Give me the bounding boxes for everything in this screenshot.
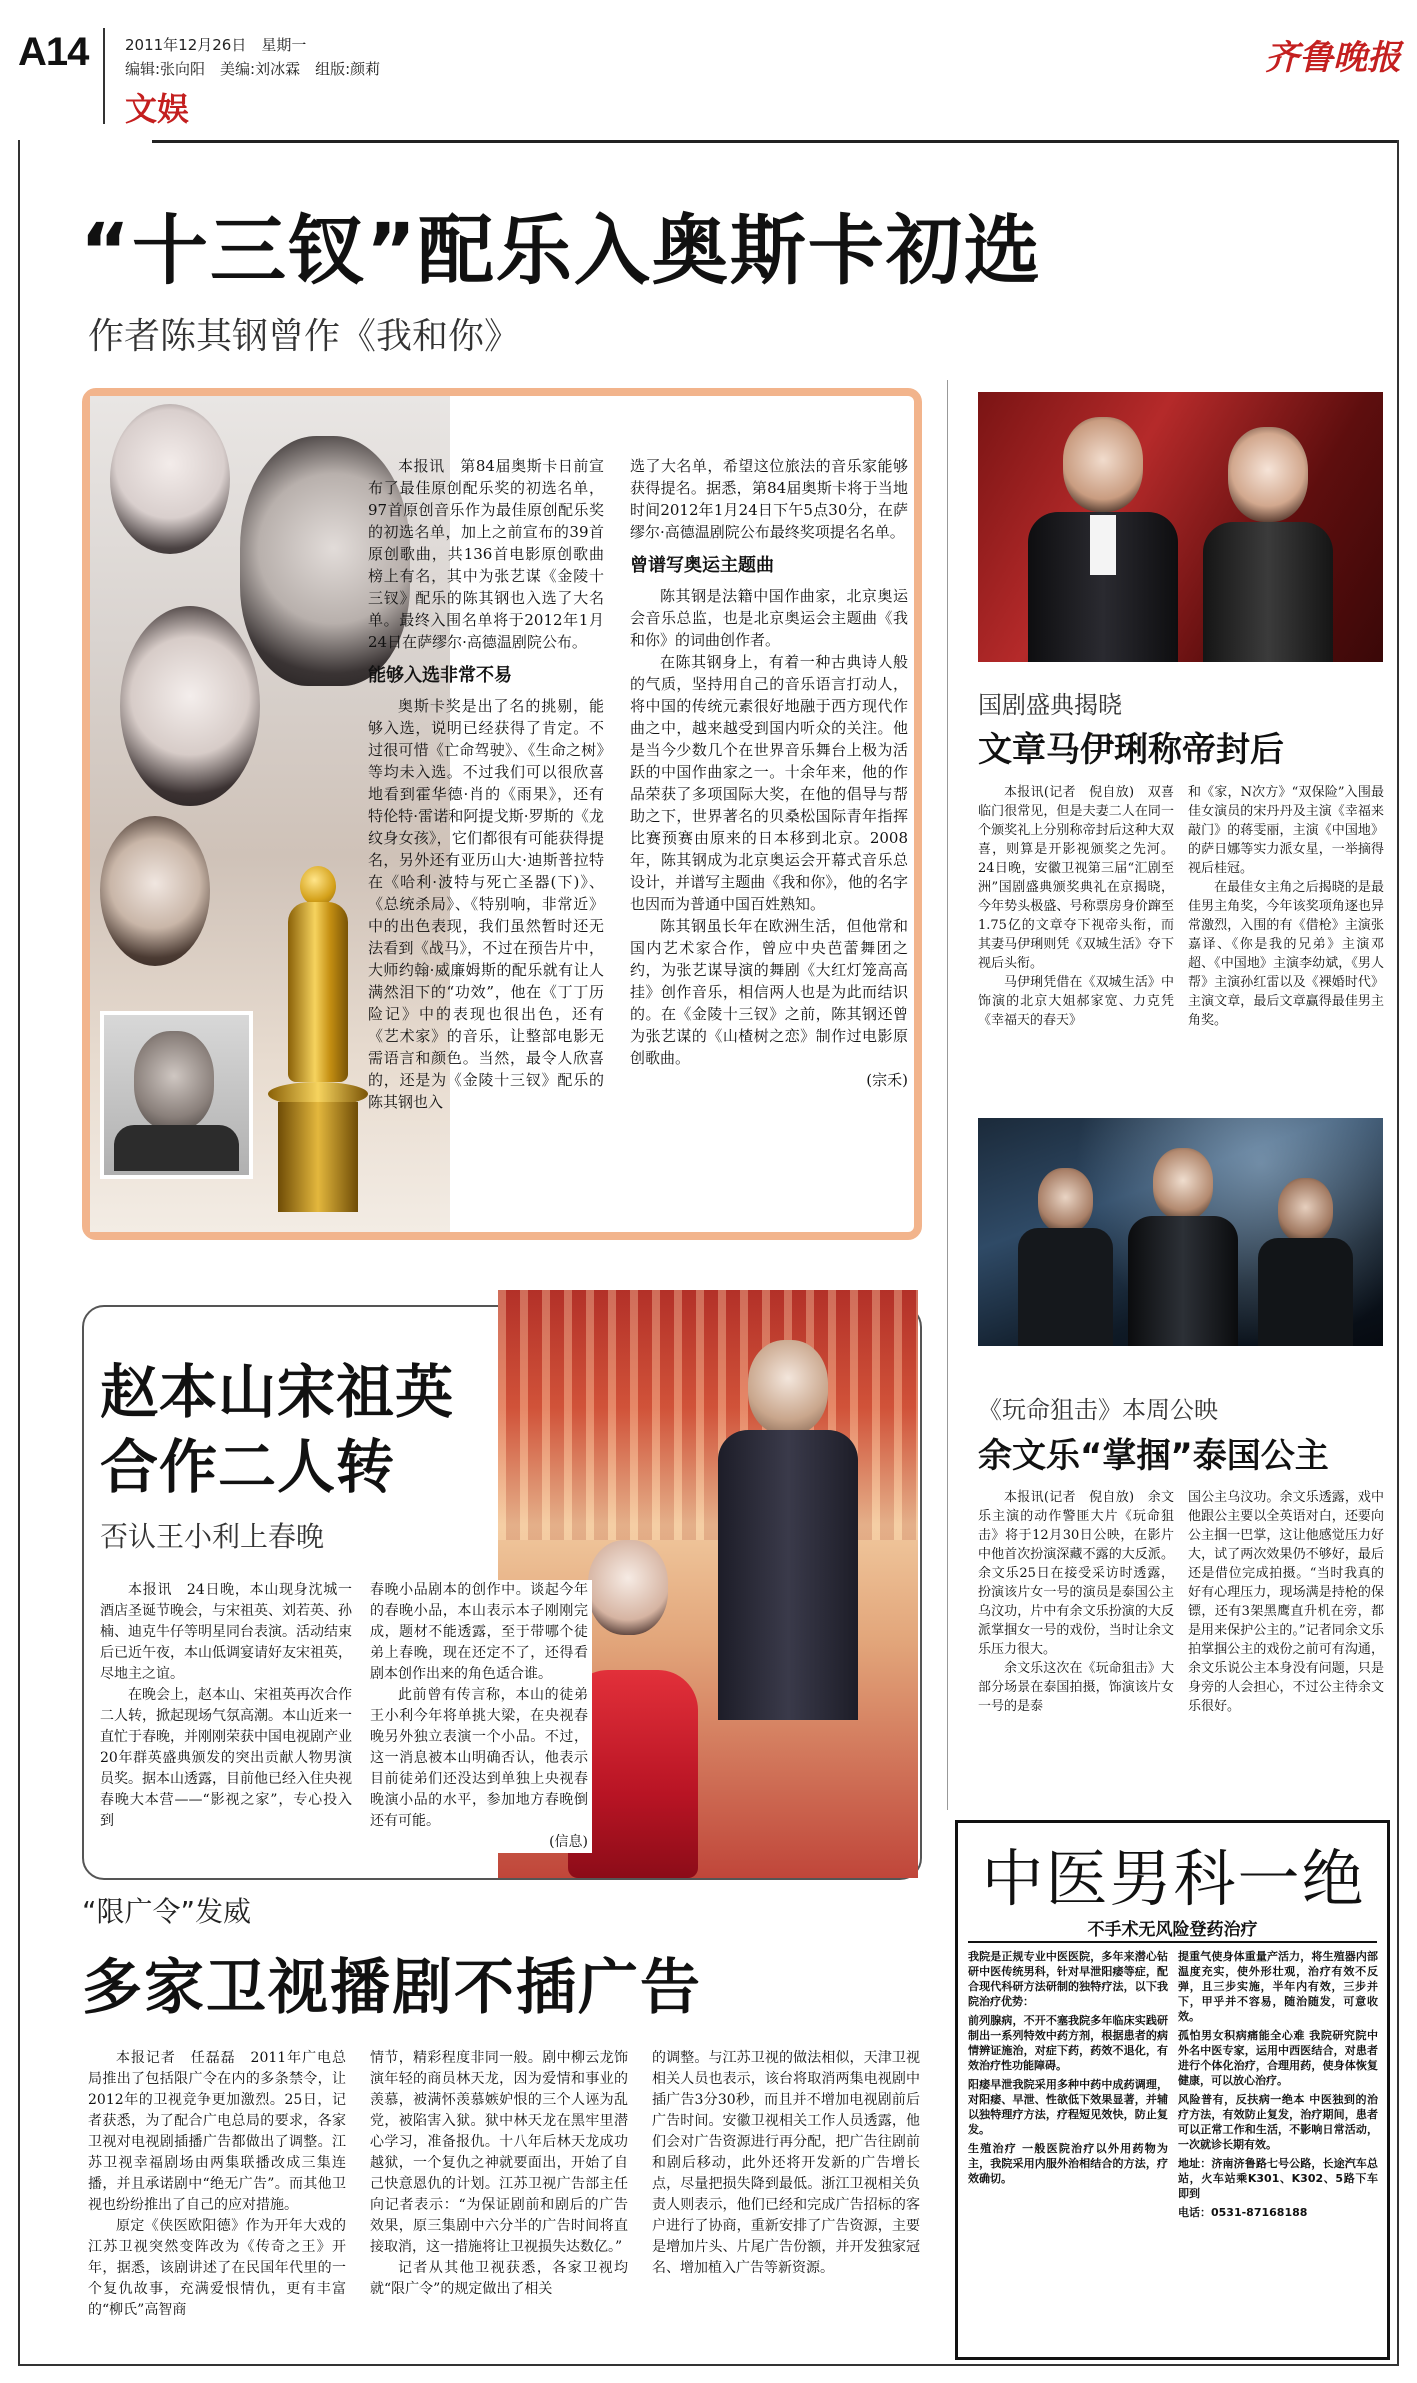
right1-col2-p2: 在最佳女主角之后揭晓的是最佳男主角奖，今年该奖项角逐也异常激烈，入围的有《借枪》主演张嘉译、《你是我的兄弟》主演邓超、《中国地》主演李幼斌，《男人帮》主演孙红雷以及《裸婚时代》主演文章，最后文章赢得最佳男主角奖。 — [1188, 880, 1384, 1028]
lead-col1-body: 奥斯卡奖是出了名的挑剔，能够入选，说明已经获得了肯定。不过很可惜《亡命驾驶》、《生命之树》等均未入选。不过我们可以很欣喜地看到霍华德·肖的《雨果》，还有特伦特·雷诺和阿提戈斯·罗斯的《龙纹身女孩》，它们都很有可能获得提名，另外还有亚历山大·迪斯普拉特在《哈利·波特与死亡圣器(下)》、《总统杀局》、《特别响，非常近》中的出色表现，我们虽然暂时还无法看到《战马》，不过在预告片中，大师约翰·威廉姆斯的配乐就有让人满然泪下的“功效”，他在《丁丁历险记》中的表现也很出色，还有《艺术家》的音乐，让整部电影无需语言和颜色。当然，最令人欣喜的，还是为《金陵十三钗》配乐的陈其钢也入 — [368, 697, 604, 1111]
ad-phone: 电话：0531-87168188 — [1178, 2206, 1308, 2219]
story2-subheadline: 否认王小利上春晚 — [100, 1520, 325, 1553]
story3-column-1 — [88, 2048, 346, 2321]
story3-col2-p1: 情节，精彩程度非同一般。剧中柳云龙饰演年轻的商员林天龙，因为爱情和事业的羡慕，被满怀羡慕嫉妒恨的三个人诬为乱党，被陷害入狱。狱中林天龙在黑牢里潜心学习，准备报仇。十八年后林天龙成功越狱，一个复仇之神就要面出，开始了自己快意恩仇的计划。江苏卫视广告部主任向记者表示：“为保证剧前和剧后的广告效果，原三集剧中六分半的广告时间将直接取消，这一措施将让卫视损失达数亿。” — [370, 2050, 628, 2255]
ad-body-6: 孤怕男女积病痛能全心难 我院研究院中外名中医专家，运用中西医结合，对患者进行个体化治疗，合理用药，使身体恢复健康，可以放心治疗。 — [1178, 2029, 1378, 2087]
right2-column-1 — [978, 1488, 1174, 1716]
page-number: A14 — [18, 30, 89, 74]
ad-tagline: 不手术无风险登药治疗 — [1087, 1920, 1258, 1940]
left-frame — [18, 140, 20, 2365]
masthead — [0, 0, 1417, 140]
poster-figure-2 — [1128, 1148, 1238, 1346]
section-name: 文娱 — [125, 90, 190, 128]
ad-left-col — [968, 1949, 1168, 2186]
story2-col1-p2: 在晚会上，赵本山、宋祖英再次合作二人转，掀起现场气氛高潮。本山近来一直忙于春晚，并刚刚荣获中国电视剧产业20年群英盛典颁发的突出贡献人物男演员奖。据本山透露，目前他已经入住央视春晚大本营——“影视之家”，专心投入到 — [100, 1687, 352, 1829]
story2-headline-line1: 赵本山宋祖英 — [100, 1358, 455, 1426]
lead-col2-body3: 陈其钢虽长年在欧洲生活，但他常和国内艺术家合作，曾应中央芭蕾舞团之约，为张艺谋导演的舞剧《大红灯笼高高挂》创作音乐，相信两人也是为此而结识的。在《金陵十三钗》之前，陈其钢还曾为张艺谋的《山楂树之恋》制作过电影原创歌曲。 — [630, 917, 908, 1067]
top-rule — [152, 140, 1399, 143]
lead-subheadline: 作者陈其钢曾作《我和你》 — [88, 316, 521, 357]
story2-byline: (信息) — [549, 1834, 588, 1850]
date-line: 2011年12月26日 星期一 — [125, 36, 307, 54]
ad-body-1: 我院是正规专业中医医院，多年来潜心钻研中医传统男科，针对早泄阳痿等症，配合现代科研方法研制的独特疗法，以下我院治疗优势： — [968, 1950, 1168, 2008]
lead-col2-body2: 在陈其钢身上，有着一种古典诗人般的气质，坚持用自己的音乐语言打动人，将中国的传统元素很好地融于西方现代作曲之中，越来越受到国内听众的关注。他是当今少数几个在世界音乐舞台上极为活跃的中国作曲家之一。十余年来，他的作品荣获了多项国际大奖，在他的倡导与帮助之下，世界著名的贝桑松国际青年指挥比赛预赛由原来的日本移到北京。2008年，陈其钢成为北京奥运会开幕式音乐总设计，并谱写主题曲《我和你》，他的名字也因而为普通中国百姓熟知。 — [630, 653, 908, 913]
story3-headline: 多家卫视播剧不插广告 — [82, 1953, 702, 2023]
right1-photo — [978, 392, 1383, 662]
story3-column-2 — [370, 2048, 628, 2300]
editors-line: 编辑:张向阳 美编:刘冰霖 组版:颜莉 — [125, 60, 381, 78]
lead-col1-subhead: 能够入选非常不易 — [368, 665, 512, 686]
oscar-statuette — [260, 866, 380, 1226]
poster-figure-3 — [1258, 1178, 1353, 1346]
ma-yili-figure — [1193, 427, 1343, 662]
right2-photo — [978, 1118, 1383, 1346]
bottom-rule — [18, 2364, 1399, 2366]
ad-body-7: 风险普有，反扶病一绝本 中医独到的治疗方法，有效防止复发，治疗期间，患者可以正常工作和生活，不影响日常活动，一次就诊长期有效。 — [1178, 2093, 1378, 2151]
story2-column-1 — [100, 1580, 352, 1832]
story2-col2-p1: 春晚小品剧本的创作中。谈起今年的春晚小品，本山表示本子刚刚完成，题材不能透露，至于带哪个徒弟上春晚，现在还定不了，还得看剧本创作出来的角色适合谁。 — [370, 1582, 588, 1682]
ad-body-4: 生殖治疗 一般医院治疗以外用药物为主，我院采用内服外治相结合的方法，疗效确切。 — [968, 2142, 1168, 2185]
right1-headline: 文章马伊琍称帝封后 — [978, 730, 1284, 770]
story3-col2-p2: 记者从其他卫视获悉，各家卫视均就“限广令”的规定做出了相关 — [370, 2260, 628, 2297]
ad-title: 中医男科一绝 — [981, 1842, 1366, 1915]
zhao-benshan-figure — [718, 1320, 858, 1720]
right1-kicker: 国剧盛典揭晓 — [978, 691, 1122, 719]
lead-headline: “十三钗”配乐入奥斯卡初选 — [80, 206, 1042, 295]
right2-col1-p2: 余文乐这次在《玩命狙击》大部分场景在泰国拍摄，饰演该片女一号的是泰 — [978, 1661, 1174, 1714]
story2-headline-line2: 合作二人转 — [100, 1433, 396, 1501]
masthead-divider — [103, 28, 105, 124]
ad-divider — [968, 1941, 1377, 1943]
ad-body-3: 阳痿早泄我院采用多种中药中成药调理，对阳痿、早泄、性欲低下效果显著，并辅以独特理疗方法，疗程短见效快，防止复发。 — [968, 2078, 1168, 2136]
ad-box — [955, 1820, 1390, 2360]
lead-column-2 — [630, 455, 908, 1091]
paper-logo: 齐鲁晚报 — [1265, 38, 1401, 78]
story3-col1-p1: 本报记者 任磊磊 2011年广电总局推出了包括限广令在内的多条禁令，让2012年的卫视竞争更加激烈。25日，记者获悉，为了配合广电总局的要求，各家卫视对电视剧插播广告都做出了调整。江苏卫视幸福剧场由两集联播改成三集连播，并且承诺剧中“绝无广告”。而其他卫视也纷纷推出了自己的应对措施。 — [88, 2050, 346, 2213]
actress-face-2 — [120, 606, 260, 806]
lead-column-1 — [368, 455, 604, 1113]
right1-column-1 — [978, 783, 1174, 1030]
lead-byline: (宗禾) — [866, 1071, 908, 1089]
story2-column-2 — [370, 1580, 592, 1853]
right1-col2-p1: 和《家，N次方》“双保险”入围最佳女演员的宋丹丹及主演《幸福来敲门》的蒋雯丽，主演《中国地》的萨日娜等实力派女星，一举摘得视后桂冠。 — [1188, 785, 1384, 876]
lead-col2-body1: 陈其钢是法籍中国作曲家，北京奥运会音乐总监，也是北京奥运会主题曲《我和你》的词曲创作者。 — [630, 587, 908, 649]
right2-column-2 — [1188, 1488, 1384, 1716]
story3-kicker: “限广令”发威 — [82, 1895, 252, 1928]
poster-figure-1 — [1018, 1168, 1113, 1346]
composer-portrait — [100, 1011, 253, 1179]
ad-address: 地址：济南济鲁路七号公路，长途汽车总站，火车站乘K301、K302、5路下车即到 — [1178, 2157, 1378, 2200]
right2-col1-p1: 本报讯(记者 倪自放) 余文乐主演的动作警匪大片《玩命狙击》将于12月30日公映，在影片中他首次扮演深藏不露的大反派。余文乐25日在接受采访时透露，扮演该片女一号的演员是泰国公主乌汶功，片中有余文乐扮演的大反派掌掴女一号的戏份，当时让余文乐压力很大。 — [978, 1490, 1174, 1657]
ad-body-2: 前列腺病，不开不塞我院多年临床实践研制出一系列特效中药方剂，根据患者的病情辨证施治，对症下药，药效不退化，有效治疗性功能障碍。 — [968, 2014, 1168, 2072]
lead-col2-subhead: 曾谱写奥运主题曲 — [630, 555, 774, 576]
ad-right-col — [1178, 1949, 1378, 2220]
wen-zhang-figure — [1028, 417, 1178, 662]
story2-col1-p1: 本报讯 24日晚，本山现身沈城一酒店圣诞节晚会，与宋祖英、刘若英、孙楠、迪克牛仔等明星同台表演。活动结束后已近午夜，本山低调宴请好友宋祖英，尽地主之谊。 — [100, 1582, 352, 1682]
right2-kicker: 《玩命狙击》本周公映 — [978, 1396, 1218, 1424]
actress-face-1 — [110, 404, 230, 554]
right-column-divider — [947, 380, 948, 1810]
story3-col1-p2: 原定《侠医欧阳德》作为开年大戏的江苏卫视突然变阵改为《传奇之王》开年，据悉，该剧讲述了在民国年代里的一个复仇故事，充满爱恨情仇，更有丰富的“柳氏”高智商 — [88, 2218, 346, 2318]
right2-col2-p1: 国公主乌汶功。余文乐透露，戏中他跟公主要以全英语对白，还要向公主掴一巴掌，这让他感觉压力好大，试了两次效果仍不够好，最后还是借位完成拍摄。“当时我真的好有心理压力，现场满是持枪的保镖，还有3架黑鹰直升机在旁，都是用来保护公主的。”记者同余文乐拍掌掴公主的戏份之前可有沟通，余文乐说公主本身没有问题，只是身旁的人会担心，不过公主待余文乐很好。 — [1188, 1490, 1384, 1714]
right1-col1-p1: 本报讯(记者 倪自放) 双喜临门很常见，但是夫妻二人在同一个颁奖礼上分别称帝封后这种大双喜，则算是开影视颁奖之先河。24日晚，安徽卫视第三届“汇剧至洲”国剧盛典颁奖典礼在京揭晓，今年势头极盛、号称票房身价蹿至1.75亿的文章夺下视帝头衔，而其妻马伊琍则凭《双城生活》夺下视后头衔。 — [978, 785, 1174, 971]
story3-col3-p1: 的调整。与江苏卫视的做法相似，天津卫视相关人员也表示，该台将取消两集电视剧中插广告3分30秒，而且并不增加电视剧前后广告时间。安徽卫视相关工作人员透露，他们会对广告资源进行再分配，把广告往剧前和剧后移动，此外还将开发新的广告增长点，尽量把损失降到最低。浙江卫视相关负责人则表示，他们已经和完成广告招标的客户进行了协商，重新安排了广告资源，主要是增加片头、片尾广告份额，并开发独家冠名、增加植入广告等新资源。 — [652, 2050, 920, 2276]
story2-col2-p2: 此前曾有传言称，本山的徒弟王小利今年将单挑大梁，在央视春晚另外独立表演一个小品。不过，这一消息被本山明确否认，他表示目前徒弟们还没达到单独上央视春晚演小品的水平，参加地方春晚倒还有可能。 — [370, 1687, 588, 1829]
right1-column-2 — [1188, 783, 1384, 1030]
right2-headline: 余文乐“掌掴”泰国公主 — [978, 1436, 1329, 1476]
right1-col1-p2: 马伊琍凭借在《双城生活》中饰演的北京大姐郝家宽、力克凭《幸福天的春天》 — [978, 975, 1174, 1028]
right-frame — [1397, 140, 1399, 2365]
lead-col2-lead: 选了大名单，希望这位旅法的音乐家能够获得提名。据悉，第84届奥斯卡将于当地时间2012年1月24日下午5点30分，在萨缪尔·高德温剧院公布最终奖项提名名单。 — [630, 457, 908, 541]
actress-face-3 — [100, 816, 210, 966]
story3-column-3 — [652, 2048, 920, 2279]
ad-body-5: 提重气使身体重量产活力，将生殖器内部温度充实，使外形壮观，治疗有效不反弹，且三步实施，半年内有效，三步并下，甲乎并不容易，随治随发，可意收效。 — [1178, 1950, 1378, 2023]
lead-col1-lead: 本报讯 第84届奥斯卡日前宣布了最佳原创配乐奖的初选名单，97首原创音乐作为最佳原创配乐奖的初选名单，加上之前宣布的39首原创歌曲，共136首电影原创歌曲榜上有名，其中为张艺谋《金陵十三钗》配乐的陈其钢也入选了大名单。最终入围名单将于2012年1月24日在萨缪尔·高德温剧院公布。 — [368, 457, 604, 651]
